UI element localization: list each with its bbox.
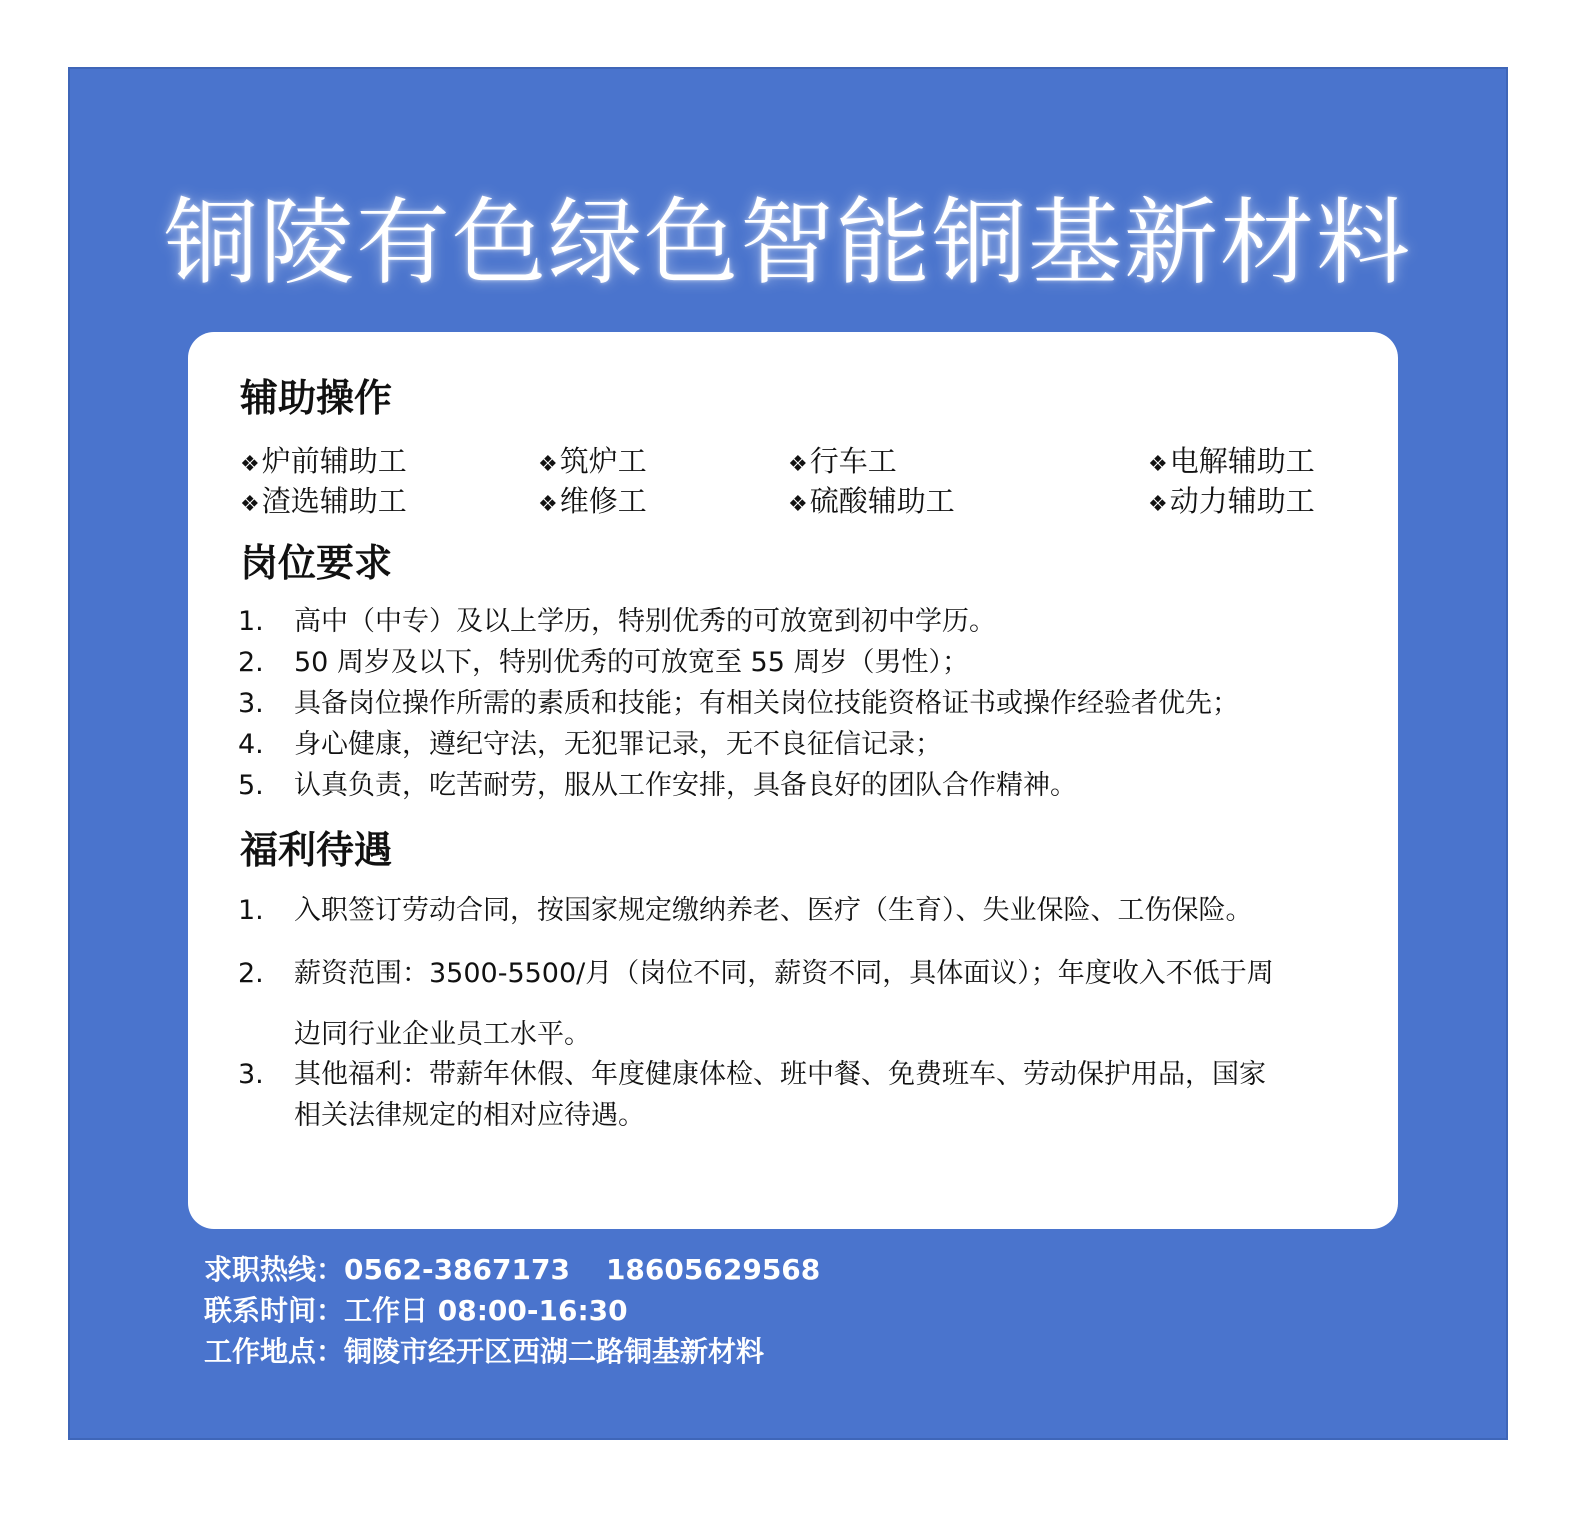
bullet-icon: ❖ [538, 452, 558, 477]
hotline-number-1[interactable]: 0562-3867173 [344, 1253, 570, 1286]
hotline-number-2[interactable]: 18605629568 [605, 1253, 821, 1286]
bullet-icon: ❖ [788, 452, 808, 477]
job-item: ❖筑炉工 [538, 444, 647, 478]
job-item: ❖炉前辅助工 [240, 444, 407, 478]
bullet-icon: ❖ [240, 452, 260, 477]
job-item: ❖行车工 [788, 444, 897, 478]
bullet-icon: ❖ [1148, 452, 1168, 477]
bullet-icon: ❖ [1148, 492, 1168, 517]
section-heading-jobs: 辅助操作 [240, 376, 393, 420]
poster-background [68, 67, 1508, 1440]
page-title: 铜陵有色绿色智能铜基新材料 [163, 189, 1412, 298]
content-card: 辅助操作 ❖炉前辅助工 ❖筑炉工 ❖行车工 ❖电解辅助工 ❖渣选辅助工 ❖维修工 ❖硫酸辅助工 ❖动力辅助工 岗位要求 1. 高中（中专）及以上学历，特别优秀的可放宽到初中学历。 2. 50 周岁及以下，特别优秀的可放宽至 55 周岁（男性）； 3. 具备岗位操作所需的素质和技能；有相关岗位技能资格证书或操作经验者优先； 4. 身心健康，遵纪守法，无犯罪记录，无不良征信记录； 5. 认真负责，吃苦耐劳，服从工作安排，具备良好的团队合作精神。 福利待遇 1. 入职签订劳动合同，按国家规定缴纳养老、医疗（生育）、失业保险、工伤保险。 2. 薪资范围：3500-5500/月（岗位不同，薪资不同，具体面议）；年度收入不低于周 边同行业企业员工水平。 3. 其他福利：带薪年休假、年度健康体检、班中餐、免费班车、劳动保护用品，国家 相关法律规定的相对应待遇。 [188, 332, 1398, 1229]
contact-address: 工作地点：铜陵市经开区西湖二路铜基新材料 [204, 1335, 765, 1368]
bullet-icon: ❖ [240, 492, 260, 517]
job-item: ❖渣选辅助工 [240, 484, 407, 518]
job-item: ❖硫酸辅助工 [788, 484, 955, 518]
contact-hours: 联系时间：工作日 08:00-16:30 [204, 1294, 628, 1327]
job-item: ❖维修工 [538, 484, 647, 518]
bullet-icon: ❖ [538, 492, 558, 517]
section-heading-requirements: 岗位要求 [240, 541, 393, 585]
contact-hotline: 求职热线：0562-3867173 18605629568 [204, 1253, 821, 1286]
section-heading-benefits: 福利待遇 [240, 828, 393, 872]
job-item: ❖动力辅助工 [1148, 484, 1315, 518]
job-item: ❖电解辅助工 [1148, 444, 1315, 478]
bullet-icon: ❖ [788, 492, 808, 517]
